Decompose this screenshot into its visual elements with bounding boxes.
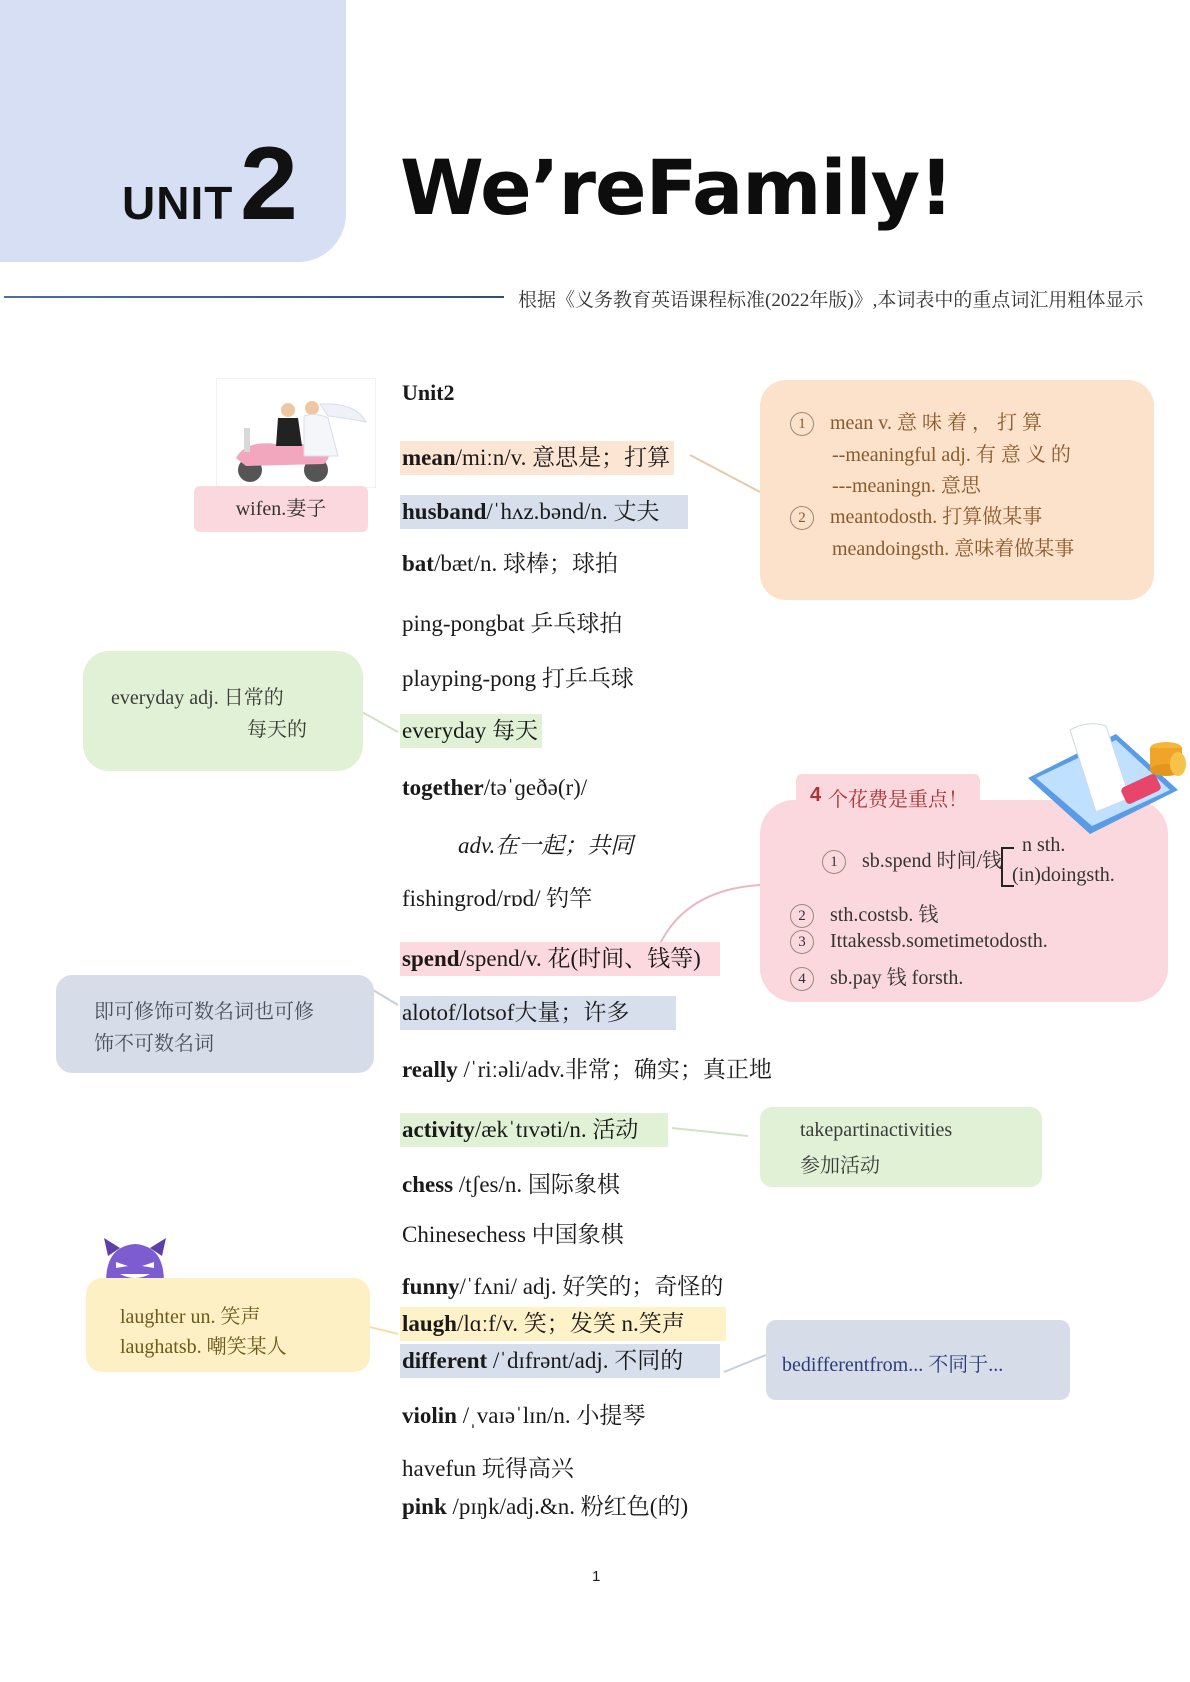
note-spend-opt2: (in)doingsth. xyxy=(1012,864,1115,886)
note-mean-row4 xyxy=(790,500,1042,530)
word-bat-head: bat xyxy=(402,551,434,576)
word-spend-detail: /spend/v. 花(时间、钱等) xyxy=(459,946,701,971)
note-mean xyxy=(760,380,1154,600)
word-everyday xyxy=(400,714,542,748)
note-countable xyxy=(56,975,374,1073)
word-husband xyxy=(400,495,688,529)
note-mean-line4: meantodosth. 打算做某事 xyxy=(830,506,1043,528)
note-wife xyxy=(194,486,368,532)
note-mean-num2: 2 xyxy=(790,506,814,530)
note-spend-num4: 4 xyxy=(790,967,814,991)
word-activity-head: activity xyxy=(402,1117,475,1142)
word-chess-head: chess xyxy=(402,1172,454,1197)
note-different xyxy=(766,1320,1070,1400)
phrase-alotof xyxy=(400,996,676,1030)
note-mean-line2: --meaningful adj. 有 意 义 的 xyxy=(832,444,1071,466)
note-spend-row4 xyxy=(790,961,963,991)
note-wife-text: wifen.妻子 xyxy=(235,498,327,520)
phrase-playpingpong-text: playping-pong 打乒乓球 xyxy=(402,666,634,691)
word-together-meaning-text: adv.在一起；共同 xyxy=(458,833,634,858)
word-violin-head: violin xyxy=(402,1403,457,1428)
note-mean-line5: meandoingsth. 意味着做某事 xyxy=(832,538,1075,560)
word-husband-head: husband xyxy=(402,499,487,524)
wedding-couple-scooter-icon xyxy=(216,378,376,488)
word-together xyxy=(400,771,591,805)
word-activity xyxy=(400,1113,668,1147)
word-chess xyxy=(400,1168,624,1202)
note-spend-num2: 2 xyxy=(790,904,814,928)
word-bat-detail: /bæt/n. 球棒；球拍 xyxy=(433,551,618,576)
note-spend-line3: Ittakessb.sometimetodosth. xyxy=(830,930,1048,952)
word-activity-detail: /ækˈtɪvəti/n. 活动 xyxy=(474,1117,639,1142)
note-spend-num1: 1 xyxy=(822,850,846,874)
word-together-detail: /təˈɡeðə(r)/ xyxy=(483,775,588,800)
note-mean-row1 xyxy=(790,406,1042,436)
note-everyday-line1: everyday adj. 日常的 xyxy=(111,687,284,709)
page-title: We’reFamily! xyxy=(400,143,953,232)
purple-monster-icon xyxy=(102,1236,168,1282)
word-bat xyxy=(400,547,622,581)
phrase-chinesechess xyxy=(400,1218,628,1252)
note-spend-title xyxy=(796,774,980,818)
word-really-head: really xyxy=(402,1057,458,1082)
note-spend-line1: sb.spend 时间/钱 xyxy=(862,850,1002,872)
note-spend-line2: sth.costsb. 钱 xyxy=(830,904,939,926)
note-spend-title-num: 4 xyxy=(810,784,822,806)
word-violin xyxy=(400,1399,649,1433)
word-funny xyxy=(400,1270,727,1304)
note-activity-line1: takepartinactivities xyxy=(800,1119,953,1141)
word-different-detail: /ˈdɪfrənt/adj. 不同的 xyxy=(487,1348,684,1373)
note-mean-num1: 1 xyxy=(790,412,814,436)
word-everyday-text: everyday 每天 xyxy=(402,718,539,743)
word-laugh-head: laugh xyxy=(402,1311,457,1336)
phrase-playpingpong xyxy=(400,662,638,696)
note-spend-opt1: n sth. xyxy=(1022,834,1066,856)
word-different xyxy=(400,1344,720,1378)
word-husband-detail: /ˈhʌz.bənd/n. 丈夫 xyxy=(486,499,660,524)
word-funny-detail: /ˈfʌni/ adj. 好笑的；奇怪的 xyxy=(459,1274,724,1299)
word-violin-detail: /ˌvaɪəˈlɪn/n. 小提琴 xyxy=(456,1403,646,1428)
note-different-text: bedifferentfrom... 不同于... xyxy=(782,1354,1004,1376)
word-funny-head: funny xyxy=(402,1274,460,1299)
note-laughter-line1: laughter un. 笑声 xyxy=(120,1306,261,1328)
note-countable-line2: 饰不可数名词 xyxy=(94,1033,214,1055)
note-everyday-line2: 每天的 xyxy=(247,719,307,741)
note-activity-line2: 参加活动 xyxy=(800,1155,880,1177)
word-together-meaning xyxy=(456,829,637,863)
word-spend-head: spend xyxy=(402,946,460,971)
note-spend-row1 xyxy=(822,844,1002,874)
phrase-alotof-text: alotof/lotsof大量；许多 xyxy=(402,1000,630,1025)
word-pink-detail: /pɪŋk/adj.&n. 粉红色(的) xyxy=(446,1494,689,1519)
note-spend-row3 xyxy=(790,930,1048,954)
note-spend-row2 xyxy=(790,898,938,928)
word-pink-head: pink xyxy=(402,1494,447,1519)
word-different-head: different xyxy=(402,1348,488,1373)
phrase-chinesechess-text: Chinesechess 中国象棋 xyxy=(402,1222,624,1247)
unit-number: 2 xyxy=(240,126,298,242)
word-pink xyxy=(400,1490,692,1524)
mobile-payment-icon xyxy=(1018,720,1186,840)
word-mean xyxy=(400,441,674,475)
note-spend-num3: 3 xyxy=(790,930,814,954)
note-mean-line1: mean v. 意 味 着 ， 打 算 xyxy=(830,412,1043,434)
phrase-fishingrod xyxy=(400,882,596,916)
standard-note: 根据《义务教育英语课程标准(2022年版)》,本词表中的重点词汇用粗体显示 xyxy=(518,290,1144,311)
note-laughter-line2: laughatsb. 嘲笑某人 xyxy=(120,1336,287,1358)
word-chess-detail: /tʃes/n. 国际象棋 xyxy=(453,1172,620,1197)
word-mean-head: mean xyxy=(402,445,456,470)
unit-word: UNIT xyxy=(122,177,234,229)
word-laugh-detail: /lɑːf/v. 笑；发笑 n.笑声 xyxy=(456,1311,685,1336)
word-really-detail: /ˈriːəli/adv.非常；确实；真正地 xyxy=(457,1057,772,1082)
word-really xyxy=(400,1053,776,1087)
phrase-pingpongbat xyxy=(400,607,626,641)
note-spend-title-text: 个花费是重点！ xyxy=(828,789,968,811)
note-laughter xyxy=(86,1278,370,1372)
word-laugh xyxy=(400,1307,726,1341)
unit-label: Unit2 xyxy=(402,380,455,405)
word-spend xyxy=(400,942,720,976)
note-mean-line3: ---meaningn. 意思 xyxy=(832,475,981,497)
phrase-pingpongbat-text: ping-pongbat 乒乓球拍 xyxy=(402,611,623,636)
note-activity xyxy=(760,1107,1042,1187)
word-mean-detail: /miːn/v. 意思是；打算 xyxy=(455,445,671,470)
note-everyday xyxy=(83,651,363,771)
word-together-head: together xyxy=(402,775,484,800)
note-spend-line4: sb.pay 钱 forsth. xyxy=(830,967,964,989)
phrase-fishingrod-text: fishingrod/rɒd/ 钓竿 xyxy=(402,886,593,911)
note-countable-line1: 即可修饰可数名词也可修 xyxy=(94,1001,314,1023)
page-number: 1 xyxy=(592,1568,601,1585)
phrase-havefun-text: havefun 玩得高兴 xyxy=(402,1456,574,1481)
phrase-havefun xyxy=(400,1452,578,1486)
